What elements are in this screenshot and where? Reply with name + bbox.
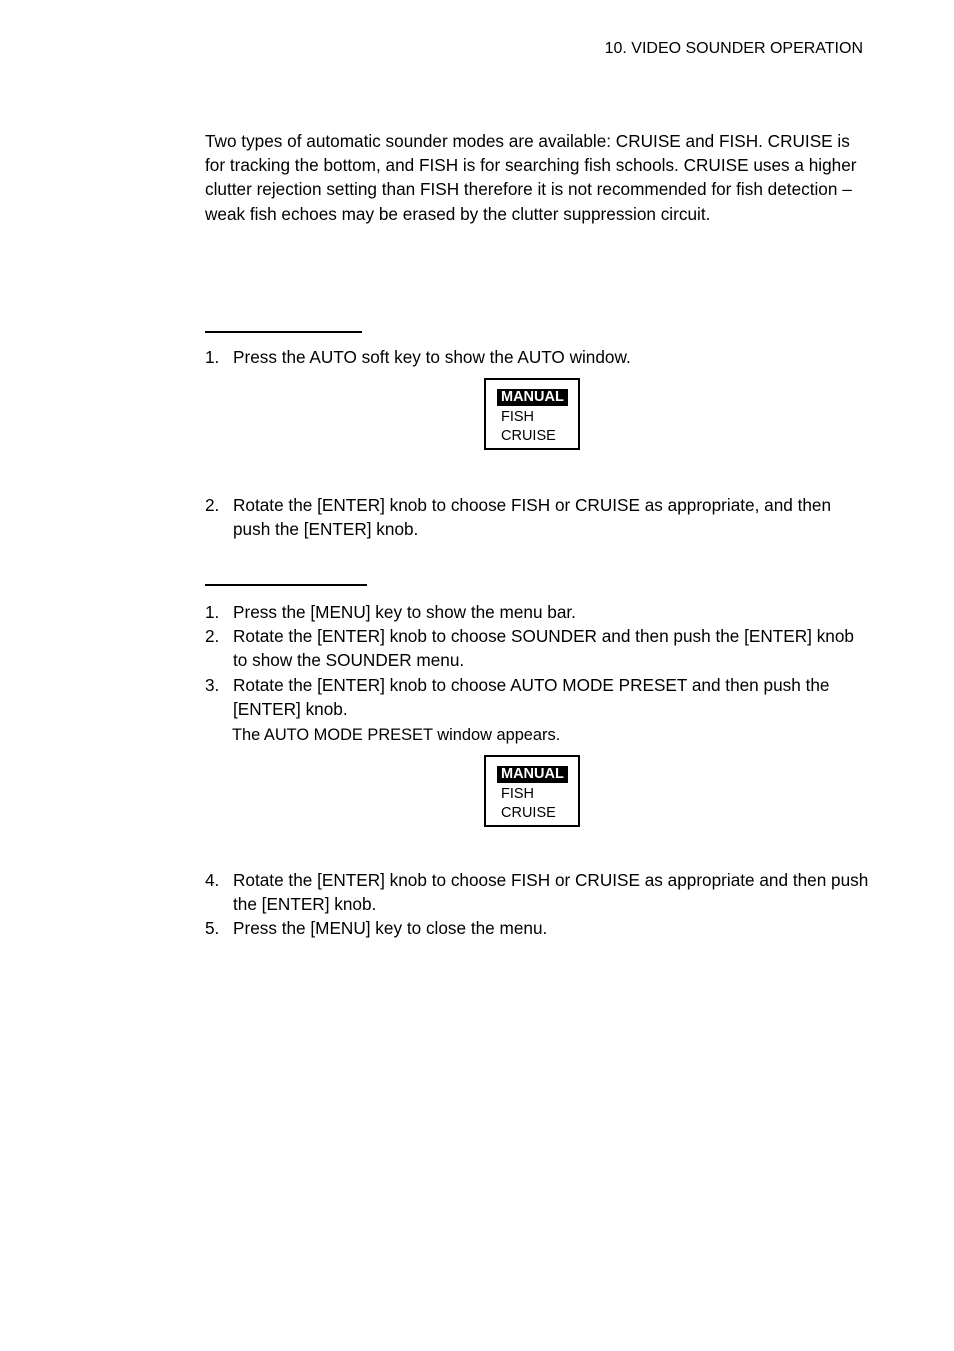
mode-option-fish: FISH <box>501 786 535 802</box>
menu-preset-steps <box>205 600 870 721</box>
mode-option-cruise: CRUISE <box>501 805 556 821</box>
auto-mode-preset-window-illustration <box>484 755 580 827</box>
step-text: Press the [MENU] key to close the menu. <box>233 918 548 939</box>
step-item <box>205 624 870 672</box>
auto-softkey-steps <box>205 345 870 369</box>
step-item <box>205 868 870 916</box>
step-item <box>205 345 870 369</box>
step-number: 5. <box>205 918 220 939</box>
step-number: 1. <box>205 347 220 367</box>
step-text: Rotate the [ENTER] knob to choose AUTO MODE PRESET and then push the [ENTER] knob. <box>233 674 830 719</box>
step-text: Rotate the [ENTER] knob to choose SOUNDER and then push the [ENTER] knob to show the SOUNDER menu. <box>233 626 854 671</box>
step-number: 4. <box>205 870 220 890</box>
auto-softkey-steps-continued <box>205 493 870 541</box>
intro-paragraph: Two types of automatic sounder modes are available: CRUISE and FISH. CRUISE is for tracking the bottom, and FISH is for searching fish schools. CRUISE uses a higher clutter rejection setting than FISH therefore it is not recommended for fish detection – weak fish echoes may be erased by the clutter suppression circuit. <box>205 131 857 224</box>
mode-option-cruise: CRUISE <box>501 428 556 444</box>
step-item <box>205 916 870 940</box>
step-text: Press the [MENU] key to show the menu bar. <box>233 602 576 622</box>
step-number: 3. <box>205 674 220 695</box>
step-text: Rotate the [ENTER] knob to choose FISH or CRUISE as appropriate and then push the [ENTER] knob. <box>233 870 869 915</box>
step-text: Rotate the [ENTER] knob to choose FISH or CRUISE as appropriate, and then push the [ENTER] knob. <box>233 495 832 540</box>
step-number: 2. <box>205 626 220 647</box>
mode-option-fish: FISH <box>501 409 535 425</box>
mode-option-manual: MANUAL <box>497 389 568 406</box>
step-text: Press the AUTO soft key to show the AUTO window. <box>233 347 631 367</box>
auto-window-illustration <box>484 378 580 450</box>
section-heading-rule <box>205 331 362 333</box>
section-heading-rule <box>205 584 367 586</box>
step-number: 1. <box>205 602 220 622</box>
chapter-header: 10. VIDEO SOUNDER OPERATION <box>604 40 863 57</box>
step-number: 2. <box>205 495 220 515</box>
step-note: The AUTO MODE PRESET window appears. <box>232 726 561 744</box>
step-item <box>205 673 870 721</box>
step-item <box>205 600 870 624</box>
step-item <box>205 493 870 541</box>
mode-option-manual: MANUAL <box>497 766 568 783</box>
menu-preset-steps-continued <box>205 868 870 941</box>
